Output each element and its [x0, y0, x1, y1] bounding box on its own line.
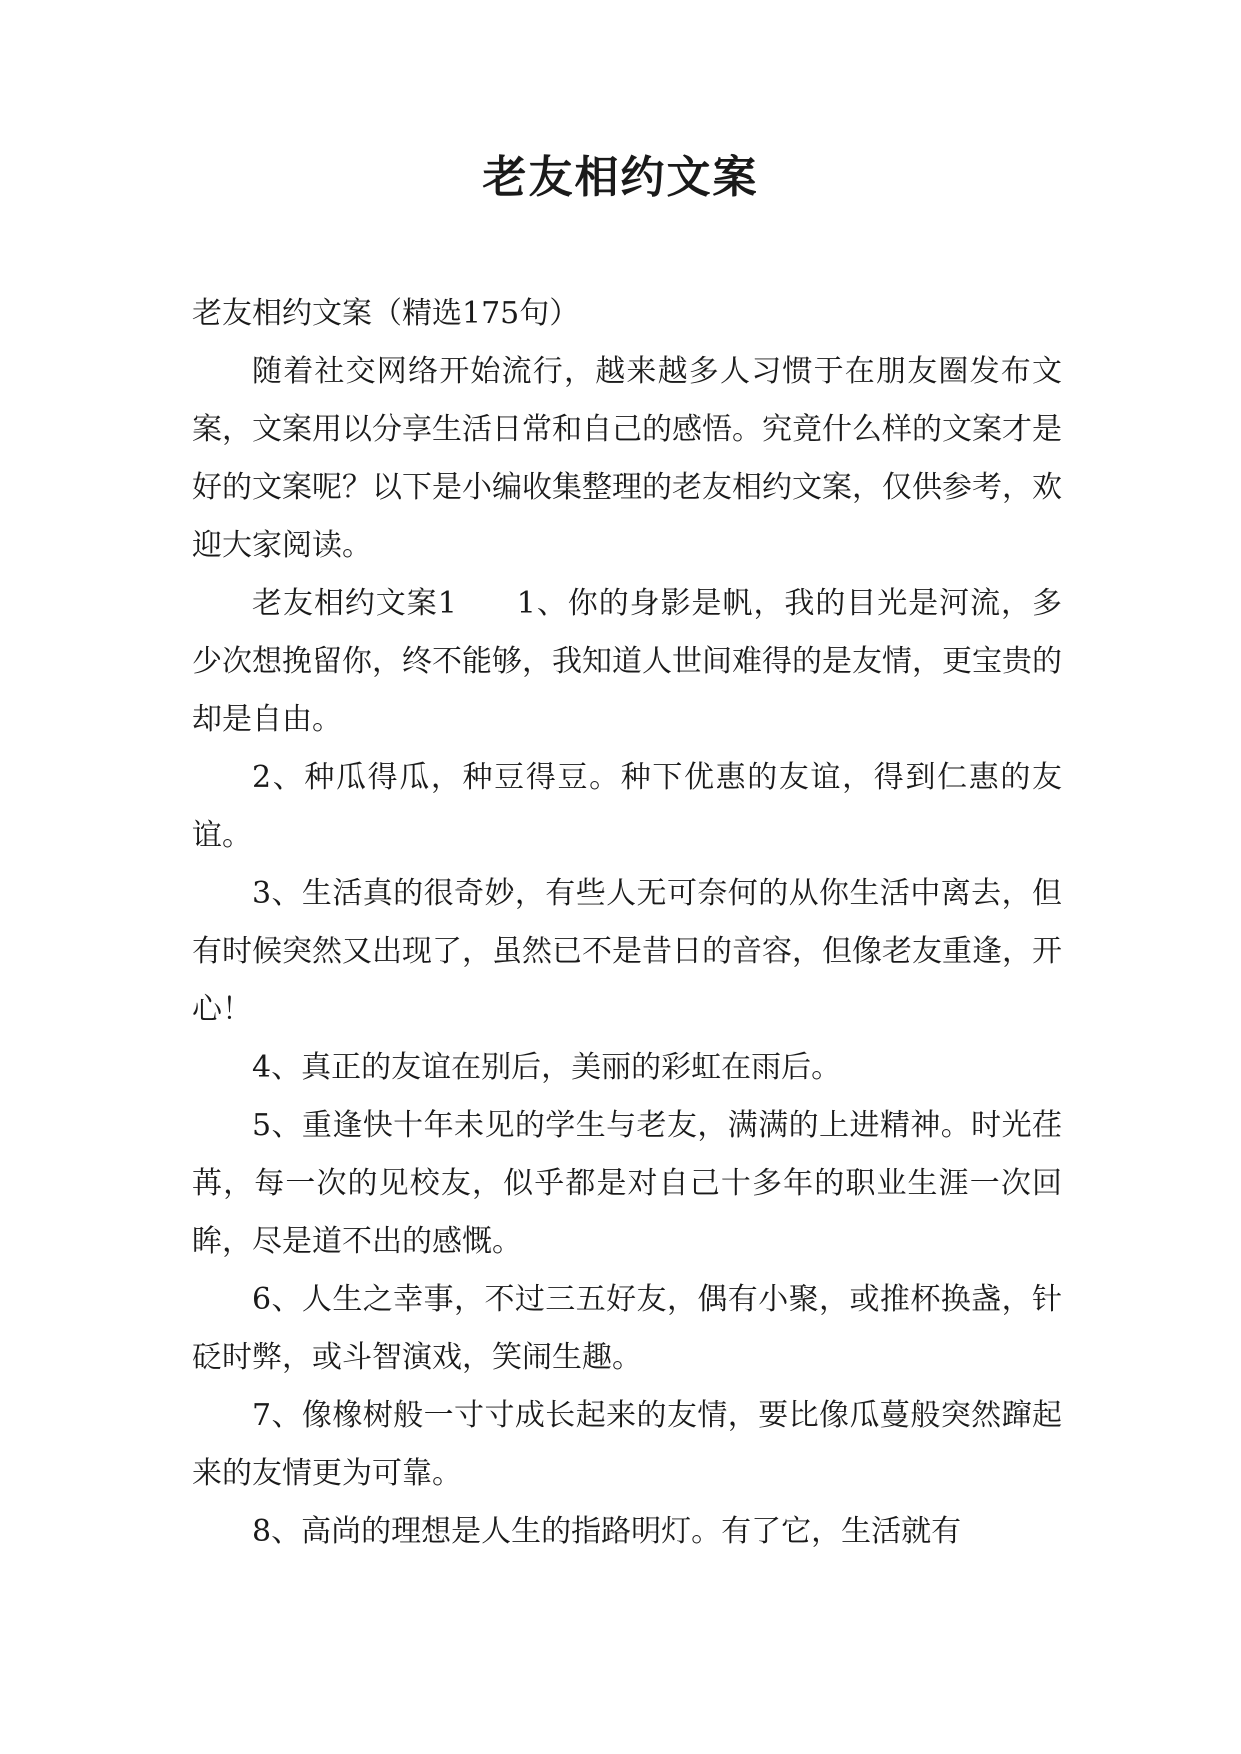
list-item: 1、你的身影是帆，我的目光是河流，多少次想挽留你，终不能够，我知道人世间难得的是友情，更宝贵的却是自由。 [192, 586, 1062, 737]
list-item: 7、像橡树般一寸寸成长起来的友情，要比像瓜蔓般突然蹿起来的友情更为可靠。 [192, 1398, 1062, 1491]
list-item: 6、人生之幸事，不过三五好友，偶有小聚，或推杯换盏，针砭时弊，或斗智演戏，笑闹生趣。 [192, 1282, 1062, 1375]
list-item: 8、高尚的理想是人生的指路明灯。有了它，生活就有 [252, 1514, 962, 1549]
list-item: 5、重逢快十年未见的学生与老友，满满的上进精神。时光荏苒，每一次的见校友，似乎都是对自己十多年的职业生涯一次回眸，尽是道不出的感慨。 [192, 1108, 1062, 1259]
list-item: 4、真正的友谊在别后，美丽的彩虹在雨后。 [252, 1050, 842, 1085]
section-heading: 老友相约文案1 [252, 586, 457, 621]
document-body [192, 285, 1062, 1561]
section-first-paragraph [192, 575, 1062, 749]
document-subtitle: 老友相约文案（精选175句） [192, 296, 580, 331]
list-item: 2、种瓜得瓜，种豆得豆。种下优惠的友谊，得到仁惠的友谊。 [192, 760, 1062, 853]
list-item: 3、生活真的很奇妙，有些人无可奈何的从你生活中离去，但有时候突然又出现了，虽然已不是昔日的音容，但像老友重逢，开心！ [192, 876, 1062, 1027]
page-title: 老友相约文案 [482, 152, 759, 203]
intro-paragraph: 随着社交网络开始流行，越来越多人习惯于在朋友圈发布文案，文案用以分享生活日常和自己的感悟。究竟什么样的文案才是好的文案呢？以下是小编收集整理的老友相约文案，仅供参考，欢迎大家阅读。 [192, 354, 1062, 563]
